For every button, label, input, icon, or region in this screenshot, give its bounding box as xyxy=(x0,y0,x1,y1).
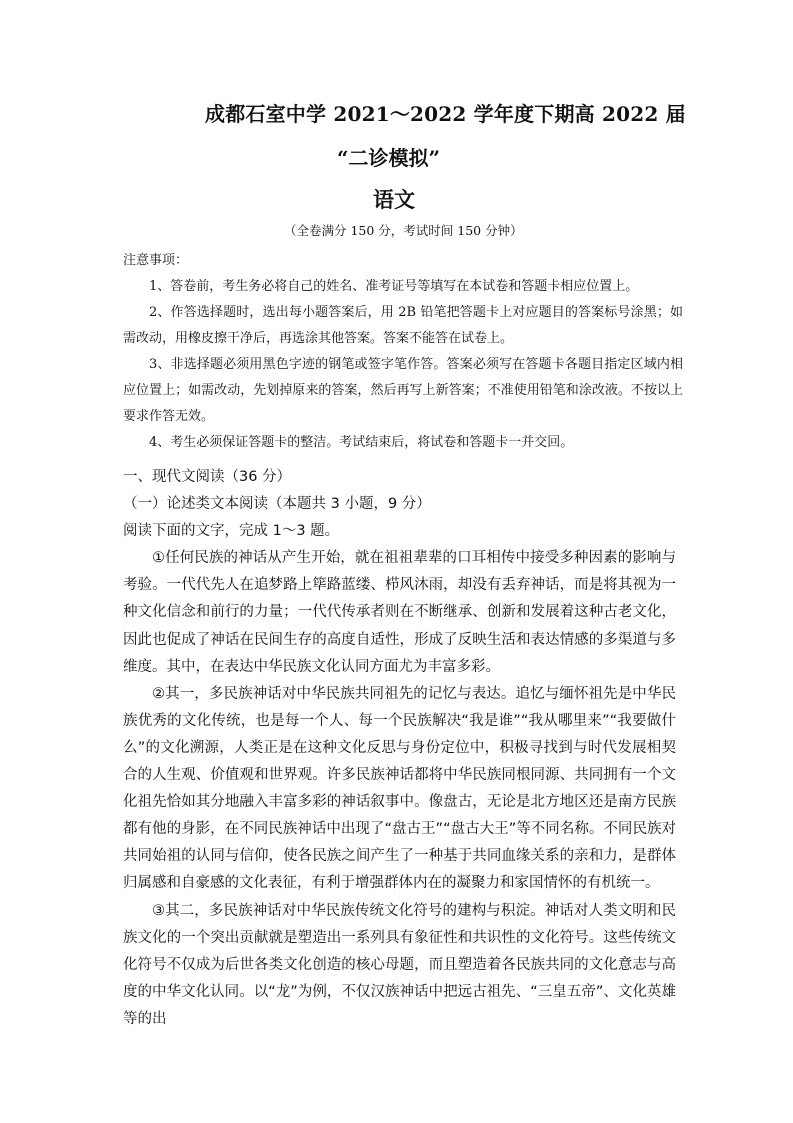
school-title: 成都石室中学 2021～2022 学年度下期高 2022 届 xyxy=(205,102,686,126)
passage-paragraph: ③其二，多民族神话对中华民族传统文化符号的建构与积淀。神话对人类文明和民族文化的一个突出贡献就是塑造出一系列具有象征性和共识性的文化符号。这些传统文化符号不仅成为后世各类文化创造的核心母题，而且塑造着各民族共同的文化意志与高度的中华文化认同。以“龙”为例，不仅汉族神话中把远古祖先、“三皇五帝”、文化英雄等的出 xyxy=(123,902,676,1027)
subject-title: 语文 xyxy=(373,187,415,212)
instruction-item: 2、作答选择题时，选出每小题答案后，用 2B 铅笔把答题卡上对应题目的答案标号涂黑；如需改动，用橡皮擦干净后，再选涂其他答案。答案不能答在试卷上。 xyxy=(123,305,683,346)
exam-name: “二诊模拟” xyxy=(337,146,441,170)
sub-heading: （一）论述类文本阅读（本题共 3 小题，9 分） xyxy=(123,496,431,513)
instructions-heading: 注意事项： xyxy=(123,253,189,268)
reading-section xyxy=(123,464,676,1033)
part-heading: 一、现代文阅读（36 分） xyxy=(123,469,292,485)
instruction-item: 1、答卷前，考生务必将自己的姓名、准考证号等填写在本试卷和答题卡相应位置上。 xyxy=(149,279,639,294)
instruction-item: 3、非选择题必须用黑色字迹的钢笔或签字笔作答。答案必须写在答题卡各题目指定区域内相应位置上；如需改动，先划掉原来的答案，然后再写上新答案；不准使用铅笔和涂改液。不按以上要求作答无效。 xyxy=(123,357,683,424)
instructions-section xyxy=(123,248,683,456)
exam-info: （全卷满分 150 分，考试时间 150 分钟） xyxy=(284,223,523,238)
passage-paragraph: ①任何民族的神话从产生开始，就在祖祖辈辈的口耳相传中接受多种因素的影响与考验。一代代先人在追梦路上筚路蓝缕、栉风沐雨，却没有丢弃神话，而是将其视为一种文化信念和前行的力量；一代代传承者则在不断继承、创新和发展着这种古老文化，因此也促成了神话在民间生存的高度自适性，形成了反映生活和表达情感的多渠道与多维度。其中，在表达中华民族文化认同方面尤为丰富多彩。 xyxy=(123,550,676,675)
passage-paragraph: ②其一，多民族神话对中华民族共同祖先的记忆与表达。追忆与缅怀祖先是中华民族优秀的文化传统，也是每一个人、每一个民族解决“我是谁”“我从哪里来”“我要做什么”的文化溯源，人类正是在这种文化反思与身份定位中，积极寻找到与时代发展相契合的人生观、价值观和世界观。许多民族神话都将中华民族同根同源、共同拥有一个文化祖先恰如其分地融入丰富多彩的神话叙事中。像盘古，无论是北方地区还是南方民族都有他的身影，在不同民族神话中出现了“盘古王”“盘古大王”等不同名称。不同民族对共同始祖的认同与信仰，使各民族之间产生了一种基于共同血缘关系的亲和力，是群体归属感和自豪感的文化表征，有利于增强群体内在的凝聚力和家国情怀的有机统一。 xyxy=(123,685,676,892)
reading-instruction: 阅读下面的文字，完成 1～3 题。 xyxy=(123,523,340,540)
instruction-item: 4、考生必须保证答题卡的整洁。考试结束后，将试卷和答题卡一并交回。 xyxy=(149,435,574,450)
